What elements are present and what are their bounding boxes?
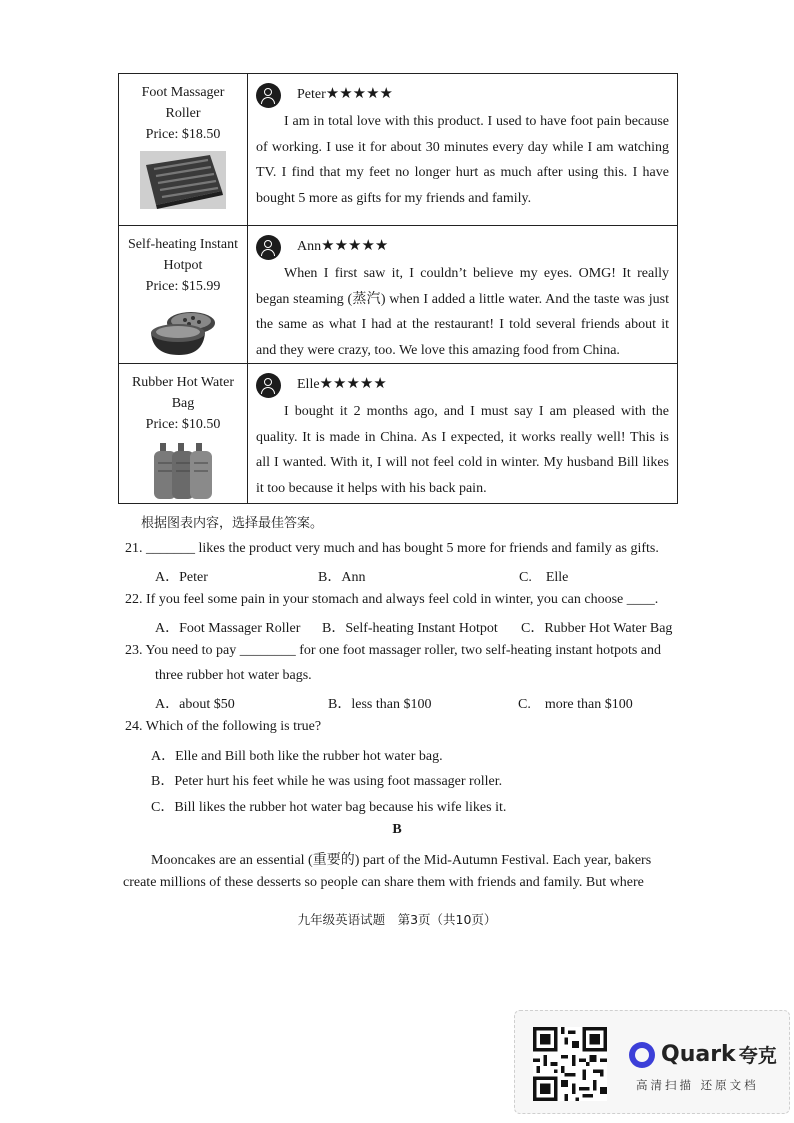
- rating-stars: ★★★★★: [319, 376, 387, 393]
- section-b-heading: B: [392, 822, 402, 837]
- review-text: I am in total love with this product. I used to have foot pain because of working. I use it for about 30 minutes every day while I am watching TV. I find that my feet no longer hurt as much after using this. I have bought 5 more as gifts for my friends and family.: [256, 114, 669, 206]
- question-21-option-c: C. Elle: [519, 570, 569, 585]
- passage-line: Mooncakes are an essential (重要的) part of the Mid-Autumn Festival. Each year, bakers: [151, 853, 652, 868]
- question-22-option-a: A．Foot Massager Roller: [155, 621, 301, 636]
- product-info-cell: [119, 226, 248, 364]
- user-avatar-icon: [256, 373, 281, 398]
- product-row: [119, 74, 678, 226]
- product-price: Price: $10.50: [145, 417, 221, 432]
- question-24-stem: 24. Which of the following is true?: [125, 719, 322, 734]
- qr-code-icon: [533, 1027, 607, 1101]
- review-cell: [248, 226, 678, 364]
- question-24-option-c: C．Bill likes the rubber hot water bag because his wife likes it.: [151, 800, 507, 815]
- question-24-option-a: A．Elle and Bill both like the rubber hot water bag.: [151, 749, 443, 764]
- product-price: Price: $15.99: [145, 279, 221, 294]
- question-23-stem-continued: three rubber hot water bags.: [155, 668, 312, 683]
- passage-line: create millions of these desserts so people can share them with friends and family. But where: [123, 875, 644, 890]
- question-21-stem: 21. _______ likes the product very much and has bought 5 more for friends and family as gifts.: [125, 541, 659, 556]
- product-price: Price: $18.50: [145, 127, 221, 142]
- review-cell: [248, 74, 678, 226]
- question-21-option-a: A．Peter: [155, 570, 208, 585]
- quark-brand: Quark: [661, 1042, 736, 1067]
- quark-brand-cn: 夸克: [738, 1045, 777, 1067]
- question-21-option-b: B．Ann: [318, 570, 366, 585]
- reviewer-name: Peter: [297, 87, 326, 103]
- question-24-option-b: B．Peter hurt his feet while he was using foot massager roller.: [151, 774, 503, 789]
- review-cell: [248, 364, 678, 504]
- rating-stars: ★★★★★: [325, 86, 394, 103]
- question-23-option-a: A．about $50: [155, 697, 235, 712]
- product-name: Foot Massager Roller: [141, 85, 225, 121]
- question-22-stem: 22. If you feel some pain in your stomach and always feel cold in winter, you can choose ____.: [125, 592, 659, 607]
- rating-stars: ★★★★★: [321, 238, 389, 255]
- question-23-stem: 23. You need to pay ________ for one foot massager roller, two self-heating instant hotpots and: [125, 643, 662, 658]
- reviewer-name: Ann: [297, 239, 322, 255]
- product-row: [119, 226, 678, 364]
- page-footer: 九年级英语试题 第3页（共10页）: [297, 912, 497, 927]
- instruction-text: 根据图表内容，选择最佳答案。: [141, 516, 324, 531]
- hot-water-bag-image: [150, 441, 216, 503]
- product-name: Self-heating Instant Hotpot: [127, 237, 239, 273]
- reviewer-name: Elle: [297, 377, 320, 393]
- question-22-option-b: B．Self-heating Instant Hotpot: [322, 621, 498, 636]
- question-22-option-c: C．Rubber Hot Water Bag: [521, 621, 673, 636]
- product-info-cell: [119, 364, 248, 504]
- foot-massager-image: [140, 151, 226, 209]
- hotpot-image: [145, 303, 221, 357]
- product-name: Rubber Hot Water Bag: [131, 375, 235, 411]
- review-text: When I first saw it, I couldn’t believe my eyes. OMG! It really began steaming (蒸汽) when I added a little water. And the taste was just the same as what I had at the restaurant! I told several friends about it and they were crazy, too. We love this amazing food from China.: [256, 266, 669, 358]
- question-23-option-c: C. more than $100: [518, 697, 633, 712]
- user-avatar-icon: [256, 235, 281, 260]
- question-23-option-b: B．less than $100: [328, 697, 432, 712]
- product-review-table: [118, 73, 678, 504]
- quark-logo-icon: [629, 1042, 655, 1068]
- quark-scan-watermark: [514, 1010, 790, 1114]
- quark-slogan: 高清扫描 还原文档: [636, 1078, 759, 1092]
- quark-logo: [629, 1041, 777, 1068]
- user-avatar-icon: [256, 83, 281, 108]
- product-row: [119, 364, 678, 504]
- product-info-cell: [119, 74, 248, 226]
- review-text: I bought it 2 months ago, and I must say I am pleased with the quality. It is made in China. As I expected, it works really well! This is all I wanted. With it, I will not feel cold in winter. My husband Bill likes it too because it helps with his back pain.: [256, 404, 669, 496]
